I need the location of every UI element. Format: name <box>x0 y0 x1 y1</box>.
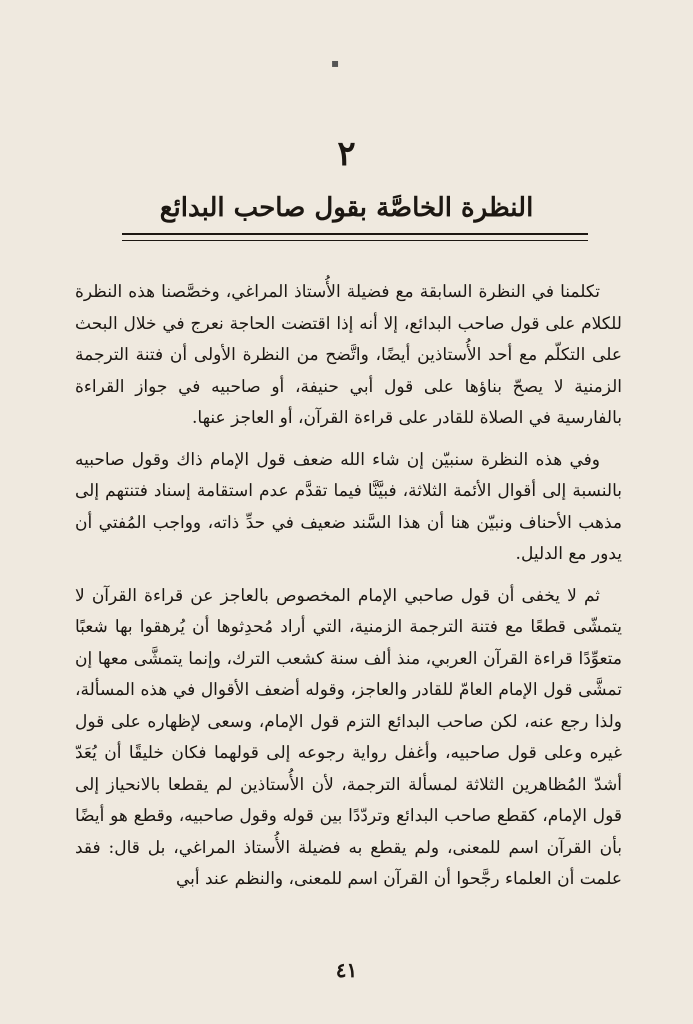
paragraph: ثم لا يخفى أن قول صاحبي الإمام المخصوص بالعاجز عن قراءة القرآن لا يتمشّى قطعًا مع فتنة الترجمة الزمنية، التي أراد مُحدِثوها أن يُرهقوا بها شعبًا متعوِّدًا قراءة القرآن العربي، منذ ألف سنة كشعب الترك، وإنما يتمشَّى معها إن تمشَّى قول الإمام العامّ للقادر والعاجز، وقوله أضعف الأقوال في هذه المسألة، ولذا رجع عنه، لكن صاحب البدائع التزم قول الإمام، وسعى لإظهاره على قول غيره وعلى قول صاحبيه، وأغفل رواية رجوعه إلى قولهما فكان خليقًا أن يُعَدّ أشدّ المُظاهرين الثلاثة لمسألة الترجمة، لأن الأُستاذين لم يقطعا بالانحياز إلى قول الإمام، كقطع صاحب البدائع وتردّدًا بين قوله وقول صاحبيه، وقطع هو أيضًا بأن القرآن اسم للمعنى، ولم يقطع به فضيلة الأُستاذ المراغي، بل قال: فقد علمت أن العلماء رجَّحوا أن القرآن اسم للمعنى، والنظم عند أبي <box>75 585 622 889</box>
chapter-number: ٢ <box>337 134 356 174</box>
paragraph: تكلمنا في النظرة السابقة مع فضيلة الأُستاذ المراغي، وخصَّصنا هذه النظرة للكلام على قول صاحب البدائع، إلا أنه إذا اقتضت الحاجة نعرج في خلال البحث على التكلّم مع أحد الأُستاذين أيضًا، واتَّضح من النظرة الأولى أن فتنة الترجمة الزمنية لا يصحّ بناؤها على قول أبي حنيفة، أو صاحبيه في جواز القراءة بالفارسية في الصلاة للقادر على قراءة القرآن، أو العاجز عنها. <box>75 282 622 428</box>
body-text <box>75 277 622 906</box>
chapter-title: النظرة الخاصَّة بقول صاحب البدائع <box>159 193 534 223</box>
title-underline <box>122 233 588 235</box>
page-number: ٤١ <box>335 958 358 982</box>
paragraph: وفي هذه النظرة سنبيّن إن شاء الله ضعف قول الإمام ذاك وقول صاحبيه بالنسبة إلى أقوال الأئمة الثلاثة، فبيَّنَّا فيما تقدَّم عدم استقامة إسناد فتنتهم إلى مذهب الأحناف ونبيّن هنا أن هذا السَّند ضعيف في حدِّ ذاته، وواجب المُفتي أن يدور مع الدليل. <box>75 449 622 564</box>
title-underline-secondary <box>122 240 588 241</box>
header-ornament: ▪ <box>331 56 340 70</box>
